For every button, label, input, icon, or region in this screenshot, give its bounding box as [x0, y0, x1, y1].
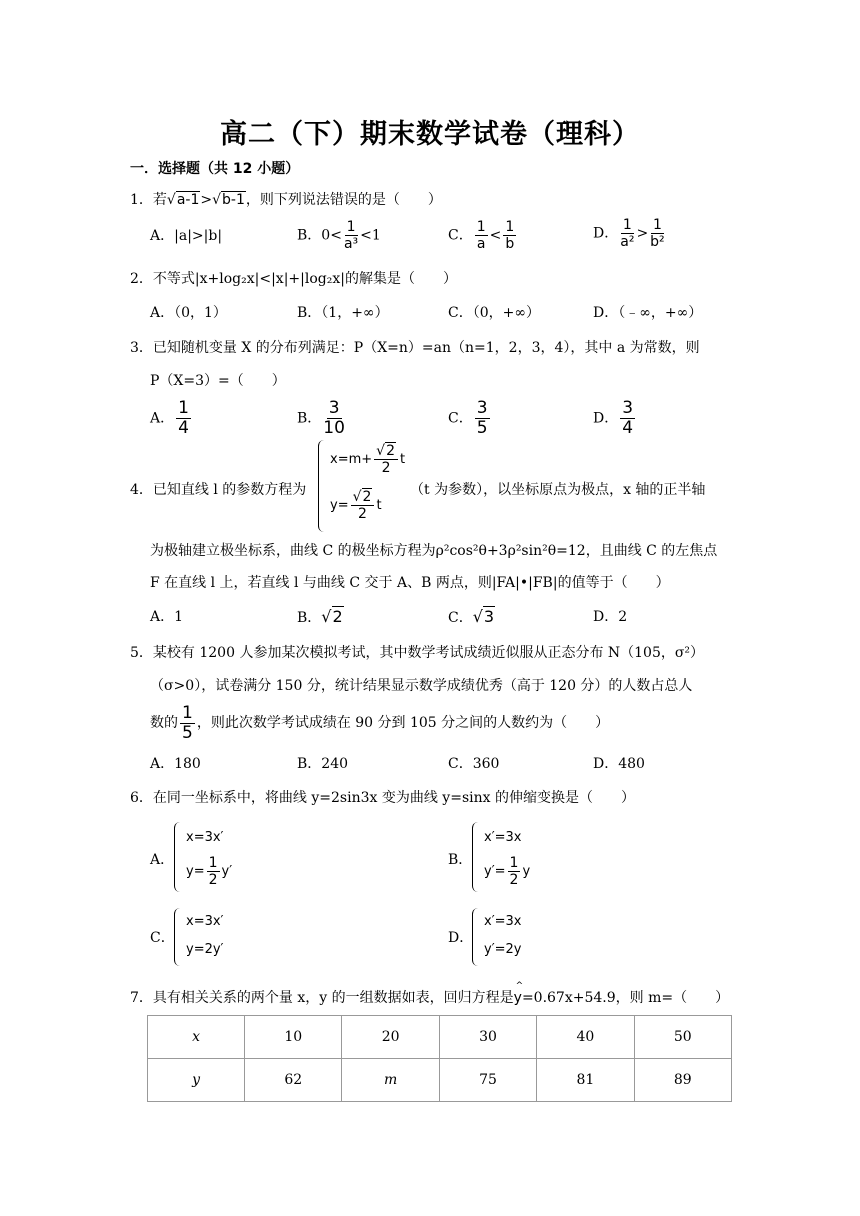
table-cell: 62 — [245, 1059, 342, 1102]
table-cell: 50 — [634, 1016, 731, 1059]
q6-option-a-label: A． — [150, 852, 175, 868]
q3-option-a: A． $\frac{1}{4}$ — [150, 398, 189, 438]
question-6: 6．在同一坐标系中，将曲线 y=2sin3x 变为曲线 y=sinx 的伸缩变换是（ ） — [130, 790, 635, 806]
left-brace-icon — [174, 908, 183, 966]
left-brace-icon — [318, 440, 327, 532]
left-brace-icon — [174, 822, 183, 892]
question-5-line-2: （σ>0），试卷满分 150 分，统计结果显示数学成绩优秀（高于 120 分）的人数占总人 — [150, 678, 693, 694]
sqrt-a-minus-1: √a-1 — [166, 192, 200, 208]
question-2: 2．不等式|x+log₂x|<|x|+|log₂x|的解集是（ ） — [130, 271, 457, 287]
q2-option-d: D．（﹣∞，+∞） — [593, 305, 703, 321]
q5-option-d: D．480 — [593, 756, 645, 772]
q1-option-b: B．0< $\frac{1}{\text{a³}}$ <1 — [297, 219, 381, 252]
q3-option-c: C． $\frac{3}{5}$ — [448, 398, 488, 438]
table-cell: 10 — [245, 1016, 342, 1059]
q3-option-b: B． $\frac{3}{10}$ — [297, 398, 345, 438]
left-brace-icon — [472, 822, 481, 892]
table-cell: x — [148, 1016, 245, 1059]
q2-option-b: B．（1，+∞） — [297, 305, 389, 321]
q6-option-d-system: x′=3x y′=2y — [472, 908, 572, 970]
question-1: 1．若√a-1>√b-1，则下列说法错误的是（ ） — [130, 192, 442, 208]
exam-title: 高二（下）期末数学试卷（理科） — [220, 119, 640, 150]
table-row — [148, 1016, 732, 1059]
table-cell: 89 — [634, 1059, 731, 1102]
table-cell: 81 — [537, 1059, 634, 1102]
q5-option-c: C．360 — [448, 756, 500, 772]
question-4-prefix: 4．已知直线 l 的参数方程为 — [130, 482, 307, 498]
question-4-line-3: F 在直线 l 上，若直线 l 与曲线 C 交于 A、B 两点，则|FA|•|FB|的值等于（ ） — [150, 575, 670, 591]
table-cell: m — [342, 1059, 439, 1102]
q2-option-c: C．（0，+∞） — [448, 305, 541, 321]
y-hat: ^ y — [514, 988, 522, 1008]
q3-option-d: D． $\frac{3}{4}$ — [593, 398, 634, 438]
q6-option-c-system: x=3x′ y=2y′ — [174, 908, 274, 970]
table-cell: 40 — [537, 1016, 634, 1059]
question-4-suffix: （t 为参数），以坐标原点为极点，x 轴的正半轴 — [410, 482, 706, 498]
q4-option-c: C．√3 — [448, 607, 495, 626]
q6-option-d-label: D． — [448, 930, 474, 946]
q5-option-b: B．240 — [297, 756, 349, 772]
q2-option-a: A．（0，1） — [150, 305, 227, 321]
q6-option-b-label: B． — [448, 852, 473, 868]
left-brace-icon — [472, 908, 481, 966]
q5-option-a: A．180 — [150, 756, 201, 772]
q6-option-b-system: x′=3x y′= $\frac{1}{2}$ y — [472, 822, 572, 894]
q1-option-a: A．|a|>|b| — [150, 228, 223, 244]
q6-option-a-system: x=3x′ y= $\frac{1}{2}$ y′ — [174, 822, 274, 894]
table-cell: 75 — [439, 1059, 536, 1102]
table-cell: 20 — [342, 1016, 439, 1059]
table-cell: y — [148, 1059, 245, 1102]
section-heading: 一．选择题（共 12 小题） — [130, 161, 300, 177]
q6-option-c-label: C． — [150, 930, 175, 946]
question-3-line-2: P（X=3）=（ ） — [150, 373, 286, 389]
q4-option-d: D．2 — [593, 609, 628, 625]
q4-parametric-system: x=m+ $\frac{√2}{2}$ t y= $\frac{√2}{2}$ t — [318, 440, 418, 532]
q4-option-b: B．√2 — [297, 607, 343, 626]
sqrt-b-minus-1: √b-1 — [212, 192, 245, 208]
data-table — [147, 1015, 732, 1102]
q1-option-c: C． $\frac{1}{a}$ < $\frac{1}{b}$ — [448, 219, 515, 252]
q4-option-a: A．1 — [150, 609, 184, 625]
question-7: 7．具有相关关系的两个量 x，y 的一组数据如表，回归方程是^ y=0.67x+54.9，则 m=（ ） — [130, 988, 729, 1008]
question-5: 5．某校有 1200 人参加某次模拟考试，其中数学考试成绩近似服从正态分布 N（105，σ²） — [130, 645, 705, 661]
question-4-line-2: 为极轴建立极坐标系，曲线 C 的极坐标方程为ρ²cos²θ+3ρ²sin²θ=12，且曲线 C 的左焦点 — [150, 543, 718, 559]
table-row — [148, 1059, 732, 1102]
question-3: 3．已知随机变量 X 的分布列满足：P（X=n）=an（n=1，2，3，4），其中 a 为常数，则 — [130, 340, 700, 356]
table-cell: 30 — [439, 1016, 536, 1059]
question-5-line-3: 数的 $\frac{1}{5}$ ，则此次数学考试成绩在 90 分到 105 分之间的人数约为（ ） — [150, 702, 610, 743]
q1-option-d: D． $\frac{1}{\text{a²}}$ > $\frac{1}{\text{b²}}$ — [593, 217, 665, 250]
